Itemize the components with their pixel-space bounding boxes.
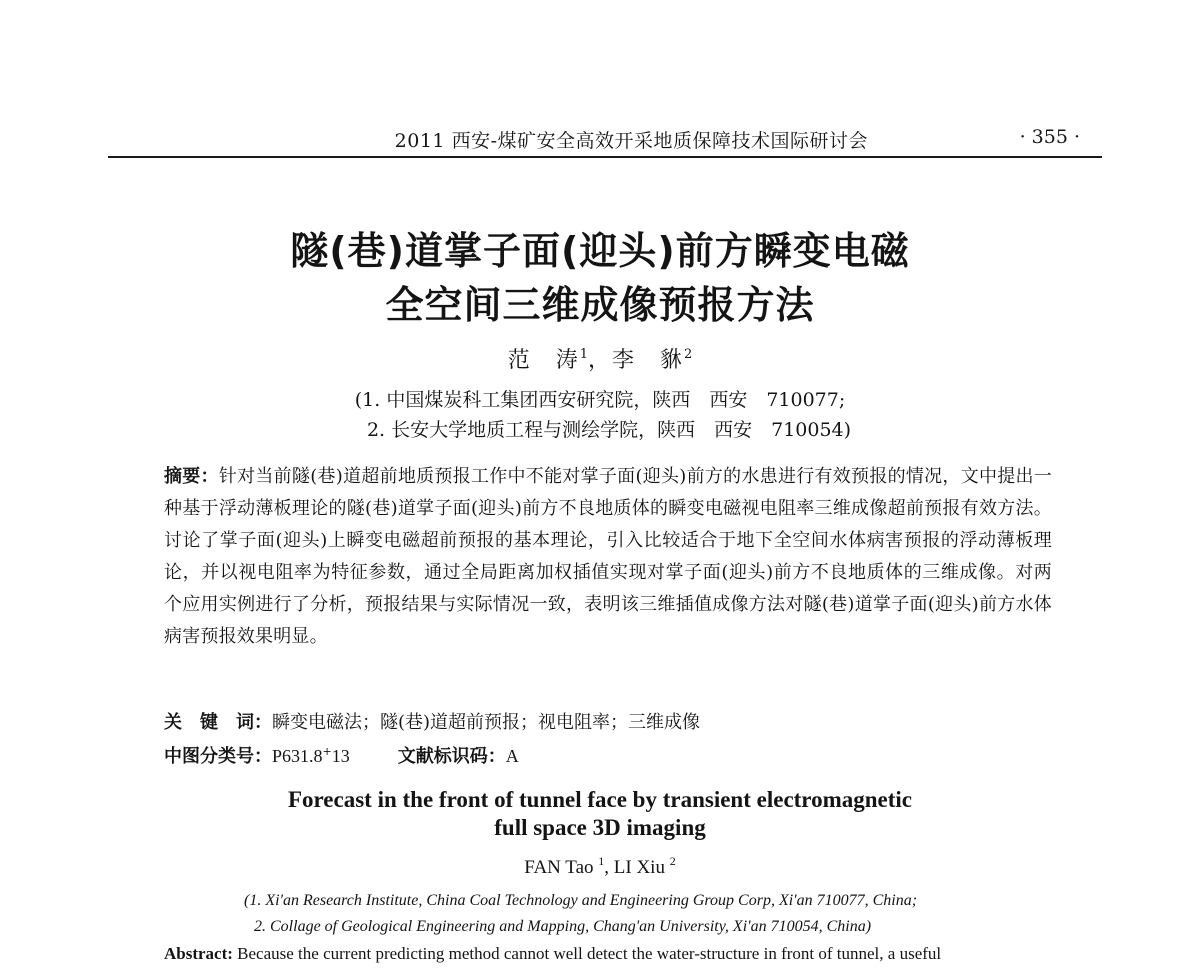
author-cn-1-aff: 1 xyxy=(579,347,588,362)
keywords-cn-text: 瞬变电磁法；隧(巷)道超前预报；视电阻率；三维成像 xyxy=(272,712,701,733)
authors-en xyxy=(0,854,1200,879)
keywords-cn xyxy=(164,708,700,734)
affiliation-en-1: (1. Xi'an Research Institute, China Coal Technology and Engineering Group Corp, Xi'an 710077, China; xyxy=(244,892,918,909)
classification-line xyxy=(164,742,519,768)
running-header xyxy=(108,122,1102,156)
conference-title: 2011 西安-煤矿安全高效开采地质保障技术国际研讨会 xyxy=(394,130,868,152)
title-cn-line2: 全空间三维成像预报方法 xyxy=(385,283,815,327)
clc-label: 中图分类号： xyxy=(164,746,272,767)
abstract-cn-text: 针对当前隧(巷)道超前地质预报工作中不能对掌子面(迎头)前方的水患进行有效预报的情况，文中提出一种基于浮动薄板理论的隧(巷)道掌子面(迎头)前方不良地质体的瞬变电磁视电阻率三维成像超前预报有效方法。讨论了掌子面(迎头)上瞬变电磁超前预报的基本理论，引入比较适合于地下全空间水体病害预报的浮动薄板理论，并以视电阻率为特征参数，通过全局距离加权插值实现对掌子面(迎头)前方不良地质体的三维成像。对两个应用实例进行了分析，预报结果与实际情况一致，表明该三维插值成像方法对隧(巷)道掌子面(迎头)前方水体病害预报效果明显。 xyxy=(164,466,1052,647)
page-number: · 355 · xyxy=(1019,126,1080,148)
affiliation-en-2: 2. Collage of Geological Engineering and Mapping, Chang'an University, Xi'an 710054, China) xyxy=(254,918,872,935)
authors-cn xyxy=(0,343,1200,374)
clc-main: P631.8 xyxy=(272,746,323,766)
keywords-cn-label: 关 键 词： xyxy=(164,712,272,733)
title-en-line1: Forecast in the front of tunnel face by transient electromagnetic xyxy=(287,787,913,812)
abstract-en-label: Abstract: xyxy=(164,944,233,963)
header-rule xyxy=(108,156,1102,158)
author-en-2: LI Xiu xyxy=(613,857,670,878)
title-en-line2: full space 3D imaging xyxy=(494,815,706,840)
abstract-en-text: Because the current predicting method cannot well detect the water-structure in front of tunnel, a useful xyxy=(232,944,942,963)
author-cn-2: 李 貅 xyxy=(612,348,685,373)
author-cn-1: 范 涛 xyxy=(507,348,580,373)
doc-code-label: 文献标识码： xyxy=(397,746,506,767)
abstract-en xyxy=(164,944,941,964)
abstract-cn xyxy=(164,461,1052,653)
author-cn-separator: ， xyxy=(587,348,612,373)
affiliation-cn-1: (1. 中国煤炭科工集团西安研究院，陕西 西安 710077; xyxy=(354,389,846,411)
author-en-separator: , xyxy=(604,857,614,878)
author-en-1-aff: 1 xyxy=(598,854,605,868)
title-cn-line1: 隧(巷)道掌子面(迎头)前方瞬变电磁 xyxy=(290,229,910,273)
author-en-1: FAN Tao xyxy=(524,857,599,878)
author-en-2-aff: 2 xyxy=(669,854,676,868)
author-cn-2-aff: 2 xyxy=(684,347,693,362)
clc-sup: + xyxy=(322,745,332,758)
abstract-cn-label: 摘要： xyxy=(164,466,219,487)
affiliation-cn-2: 2. 长安大学地质工程与测绘学院，陕西 西安 710054) xyxy=(366,419,852,441)
doc-code: A xyxy=(505,746,519,766)
clc-tail: 13 xyxy=(331,746,350,766)
